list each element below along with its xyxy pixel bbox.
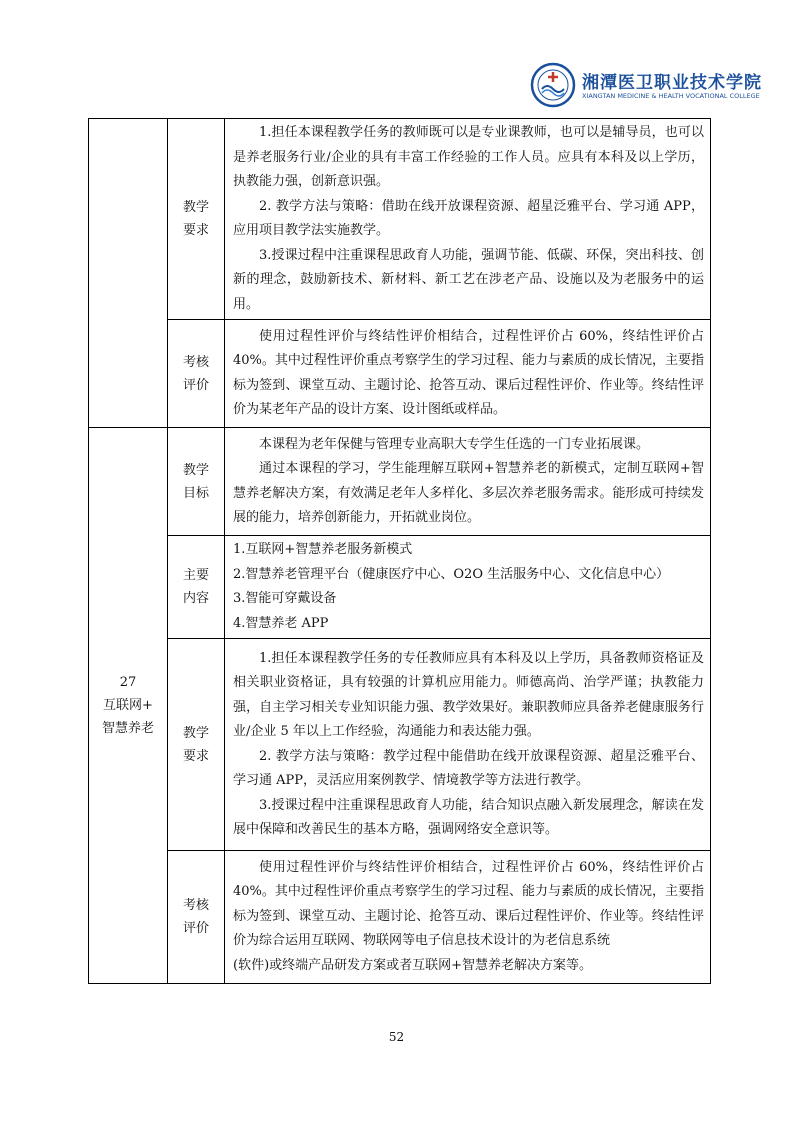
list-item: 3.智能可穿戴设备 [233,591,337,606]
assessment-label: 考核 评价 [168,320,225,428]
school-name-cn: 湘潭医卫职业技术学院 [582,73,762,93]
main-content-list [225,536,711,639]
main-content-label: 主要 内容 [168,536,225,639]
teaching-requirements-content: 1.担任本课程教学任务的教师既可以是专业课教师，也可以是辅导员，也可以是养老服务行业/企业的具有丰富工作经验的工作人员。应具有本科及以上学历，执教能力强，创新意识强。 2. 教学方法与策略：借助在线开放课程资源、超星泛雅平台、学习通 APP，应用项目教学法实施教学。 3.授课过程中注重课程思政育人功能，强调节能、低碳、环保，突出科技、创新的理念，鼓励新技术、新材料、新工艺在涉老产品、设施以及为老服务中的运用。 [225,119,711,320]
teaching-goals-label: 教学 目标 [168,428,225,536]
list-item: 4.智慧养老 APP [233,615,329,631]
school-logo [530,62,760,114]
table-row [89,639,711,851]
list-item: 1.互联网+智慧养老服务新模式 [233,542,413,557]
list-item: 2.智慧养老管理平台（健康医疗中心、O2O 生活服务中心、文化信息中心） [233,566,670,582]
page-number: 52 [388,1030,405,1044]
assessment-label: 考核 评价 [168,851,225,984]
teaching-goals-content: 本课程为老年保健与管理专业高职大专学生任选的一门专业拓展课。 通过本课程的学习，学生能理解互联网+智慧养老的新模式，定制互联网+智慧养老解决方案，有效满足老年人多样化、多层次养老服务需求。能形成可持续发展的能力，培养创新能力，开拓就业岗位。 [225,428,711,536]
course-name-cell-empty [89,119,168,428]
school-name-en: XIANGTAN MEDICINE & HEALTH VOCATIONAL COLLEGE [582,92,760,100]
school-emblem-icon [530,62,576,108]
course-name-line2: 智慧养老 [101,721,154,736]
table-row [89,536,711,639]
table-row [89,428,711,536]
teaching-requirements-label: 教学 要求 [168,119,225,320]
course-table [88,118,711,984]
table-row [89,851,711,984]
teaching-requirements-label: 教学 要求 [168,639,225,851]
assessment-content: 使用过程性评价与终结性评价相结合，过程性评价占 60%，终结性评价占 40%。其中过程性评价重点考察学生的学习过程、能力与素质的成长情况，主要指标为签到、课堂互动、主题讨论、抢答互动、课后过程性评价、作业等。终结性评价为某老年产品的设计方案、设计图纸或样品。 [225,320,711,428]
teaching-requirements-content: 1.担任本课程教学任务的专任教师应具有本科及以上学历，具备教师资格证及相关职业资格证，具有较强的计算机应用能力。师德高尚、治学严谨；执教能力强，自主学习相关专业知识能力强、教学效果好。兼职教师应具备养老健康服务行业/企业 5 年以上工作经验，沟通能力和表达能力强。 2. 教学方法与策略：教学过程中能借助在线开放课程资源、超星泛雅平台、学习通 APP，灵活应用案例教学、情境教学等方法进行教学。 3.授课过程中注重课程思政育人功能，结合知识点融入新发展理念，解读在发展中保障和改善民生的基本方略，强调网络安全意识等。 [225,639,711,851]
course-number: 27 [119,675,137,690]
course-name-cell [89,428,168,984]
course-name-line1: 互联网+ [103,698,153,713]
assessment-content: 使用过程性评价与终结性评价相结合，过程性评价占 60%，终结性评价占 40%。其中过程性评价重点考察学生的学习过程、能力与素质的成长情况，主要指标为签到、课堂互动、主题讨论、抢答互动、课后过程性评价、作业等。终结性评价为综合运用互联网、物联网等电子信息技术设计的为老信息系统 (软件)或终端产品研发方案或者互联网+智慧养老解决方案等。 [225,851,711,984]
table-row [89,119,711,320]
table-row [89,320,711,428]
